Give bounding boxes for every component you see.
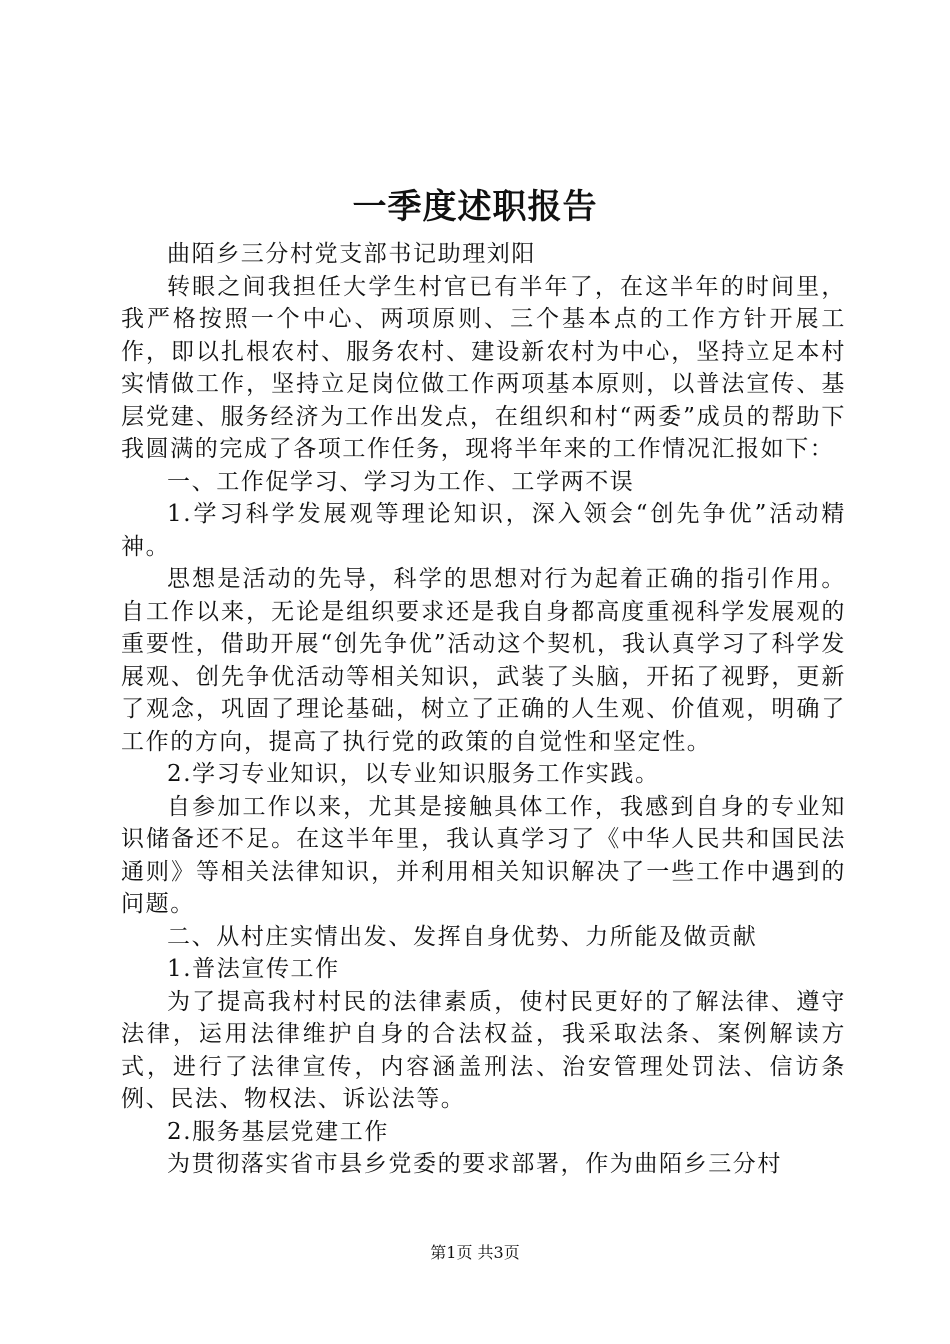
page-number-footer: 第1页 共3页 [430,1243,520,1262]
author-line: 曲陌乡三分村党支部书记助理刘阳 [167,241,536,267]
subheading-2-1: 1.普法宣传工作 [167,956,340,982]
subheading-1-2: 2.学习专业知识，以专业知识服务工作实践。 [167,761,660,787]
subheading-2-2: 2.服务基层党建工作 [167,1118,389,1145]
document-title: 一季度述职报告 [352,187,598,227]
body-paragraph: 自参加工作以来，尤其是接触具体工作，我感到自身的专业知识储备还不足。在这半年里，我认真学习了《中华人民共和国民法通则》等相关法律知识，并利用相关知识解决了一些工作中遇到的问题。 [121,793,846,917]
section-heading-2: 二、从村庄实情出发、发挥自身优势、力所能及做贡献 [167,923,758,950]
body-paragraph: 思想是活动的先导，科学的思想对行为起着正确的指引作用。自工作以来，无论是组织要求还是我自身都高度重视科学发展观的重要性，借助开展“创先争优”活动这个契机，我认真学习了科学发展观、创先争优活动等相关知识，武装了头脑，开拓了视野，更新了观念，巩固了理论基础，树立了正确的人生观、价值观，明确了工作的方向，提高了执行党的政策的自觉性和坚定性。 [121,566,846,755]
section-heading-1: 一、工作促学习、学习为工作、工学两不误 [167,468,635,495]
body-paragraph: 为了提高我村村民的法律素质，使村民更好的了解法律、遵守法律，运用法律维护自身的合法权益，我采取法条、案例解读方式，进行了法律宣传，内容涵盖刑法、治安管理处罚法、信访条例、民法、物权法、诉讼法等。 [121,988,846,1112]
document-body [121,238,846,1181]
subheading-1-1: 1.学习科学发展观等理论知识，深入领会“创先争优”活动精神。 [121,501,846,560]
intro-paragraph: 转眼之间我担任大学生村官已有半年了，在这半年的时间里，我严格按照一个中心、两项原则、三个基本点的工作方针开展工作，即以扎根农村、服务农村、建设新农村为中心，坚持立足本村实情做工作，坚持立足岗位做工作两项基本原则，以普法宣传、基层党建、服务经济为工作出发点，在组织和村“两委”成员的帮助下我圆满的完成了各项工作任务，现将半年来的工作情况汇报如下： [121,273,846,462]
body-paragraph: 为贯彻落实省市县乡党委的要求部署，作为曲陌乡三分村 [167,1151,782,1177]
